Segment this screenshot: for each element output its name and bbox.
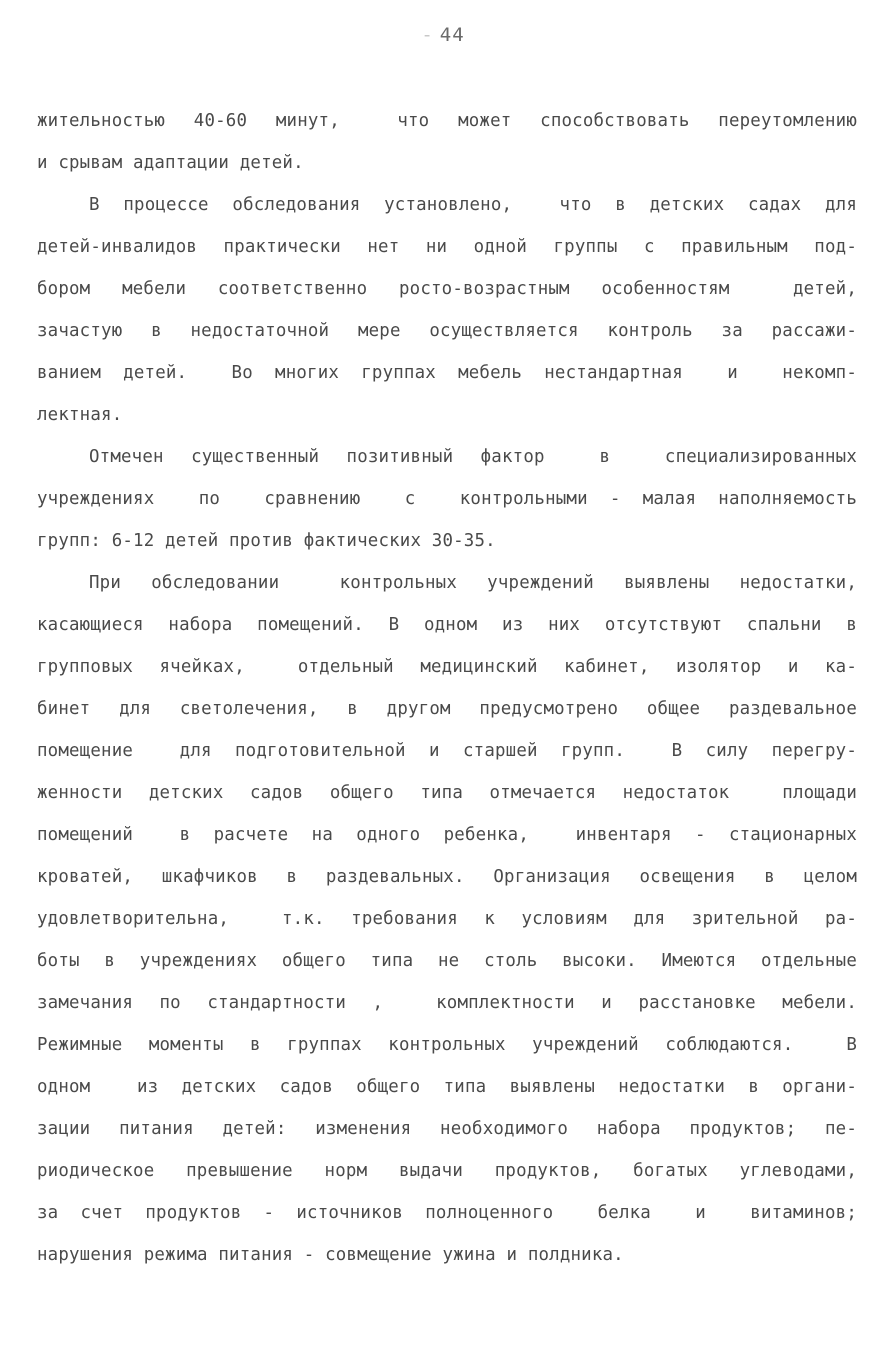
text-line: групп: 6-12 детей против фактических 30-35. [37, 531, 496, 551]
text-line: бинет для светолечения, в другом предусмотрено общее раздевальное [37, 699, 857, 719]
text-line: и срывам адаптации детей. [37, 153, 304, 173]
text-line: учреждениях по сравнению с контрольными - малая наполняемость [37, 489, 857, 509]
text-line: В процессе обследования установлено, что в детских садах для [89, 195, 857, 215]
text-line: кроватей, шкафчиков в раздевальных. Организация освещения в целом [37, 867, 857, 887]
text-line: нарушения режима питания - совмещение ужина и полдника. [37, 1245, 624, 1265]
text-line: лектная. [37, 405, 123, 425]
text-line: групповых ячейках, отдельный медицинский кабинет, изолятор и ка- [37, 657, 857, 677]
text-line: детей-инвалидов практически нет ни одной группы с правильным под- [37, 237, 857, 257]
text-line: женности детских садов общего типа отмечается недостаток площади [37, 783, 857, 803]
text-line: касающиеся набора помещений. В одном из них отсутствуют спальни в [37, 615, 857, 635]
text-line: Отмечен существенный позитивный фактор в специализированных [89, 447, 857, 467]
text-line: бором мебели соответственно росто-возрастным особенностям детей, [37, 279, 857, 299]
page-number [0, 24, 892, 46]
text-line: При обследовании контрольных учреждений выявлены недостатки, [89, 573, 857, 593]
text-line: помещение для подготовительной и старшей групп. В силу перегру- [37, 741, 857, 761]
page-number-value: 44 [439, 24, 465, 46]
text-line: ванием детей. Во многих группах мебель нестандартная и некомп- [37, 363, 857, 383]
page-number-dash-left: - [421, 24, 434, 46]
text-line: помещений в расчете на одного ребенка, инвентаря - стационарных [37, 825, 857, 845]
text-line: замечания по стандартности , комплектности и расстановке мебели. [37, 993, 857, 1013]
text-line: за счет продуктов - источников полноценного белка и витаминов; [37, 1203, 857, 1223]
text-line: одном из детских садов общего типа выявлены недостатки в органи- [37, 1077, 857, 1097]
text-line: боты в учреждениях общего типа не столь высоки. Имеются отдельные [37, 951, 857, 971]
text-line: риодическое превышение норм выдачи продуктов, богатых углеводами, [37, 1161, 857, 1181]
text-line: зачастую в недостаточной мере осуществляется контроль за рассажи- [37, 321, 857, 341]
text-line: зации питания детей: изменения необходимого набора продуктов; пе- [37, 1119, 857, 1139]
document-body [37, 100, 857, 1276]
text-line: удовлетворительна, т.к. требования к условиям для зрительной ра- [37, 909, 857, 929]
text-line: Режимные моменты в группах контрольных учреждений соблюдаются. В [37, 1035, 857, 1055]
text-line: жительностью 40-60 минут, что может способствовать переутомлению [37, 111, 857, 131]
